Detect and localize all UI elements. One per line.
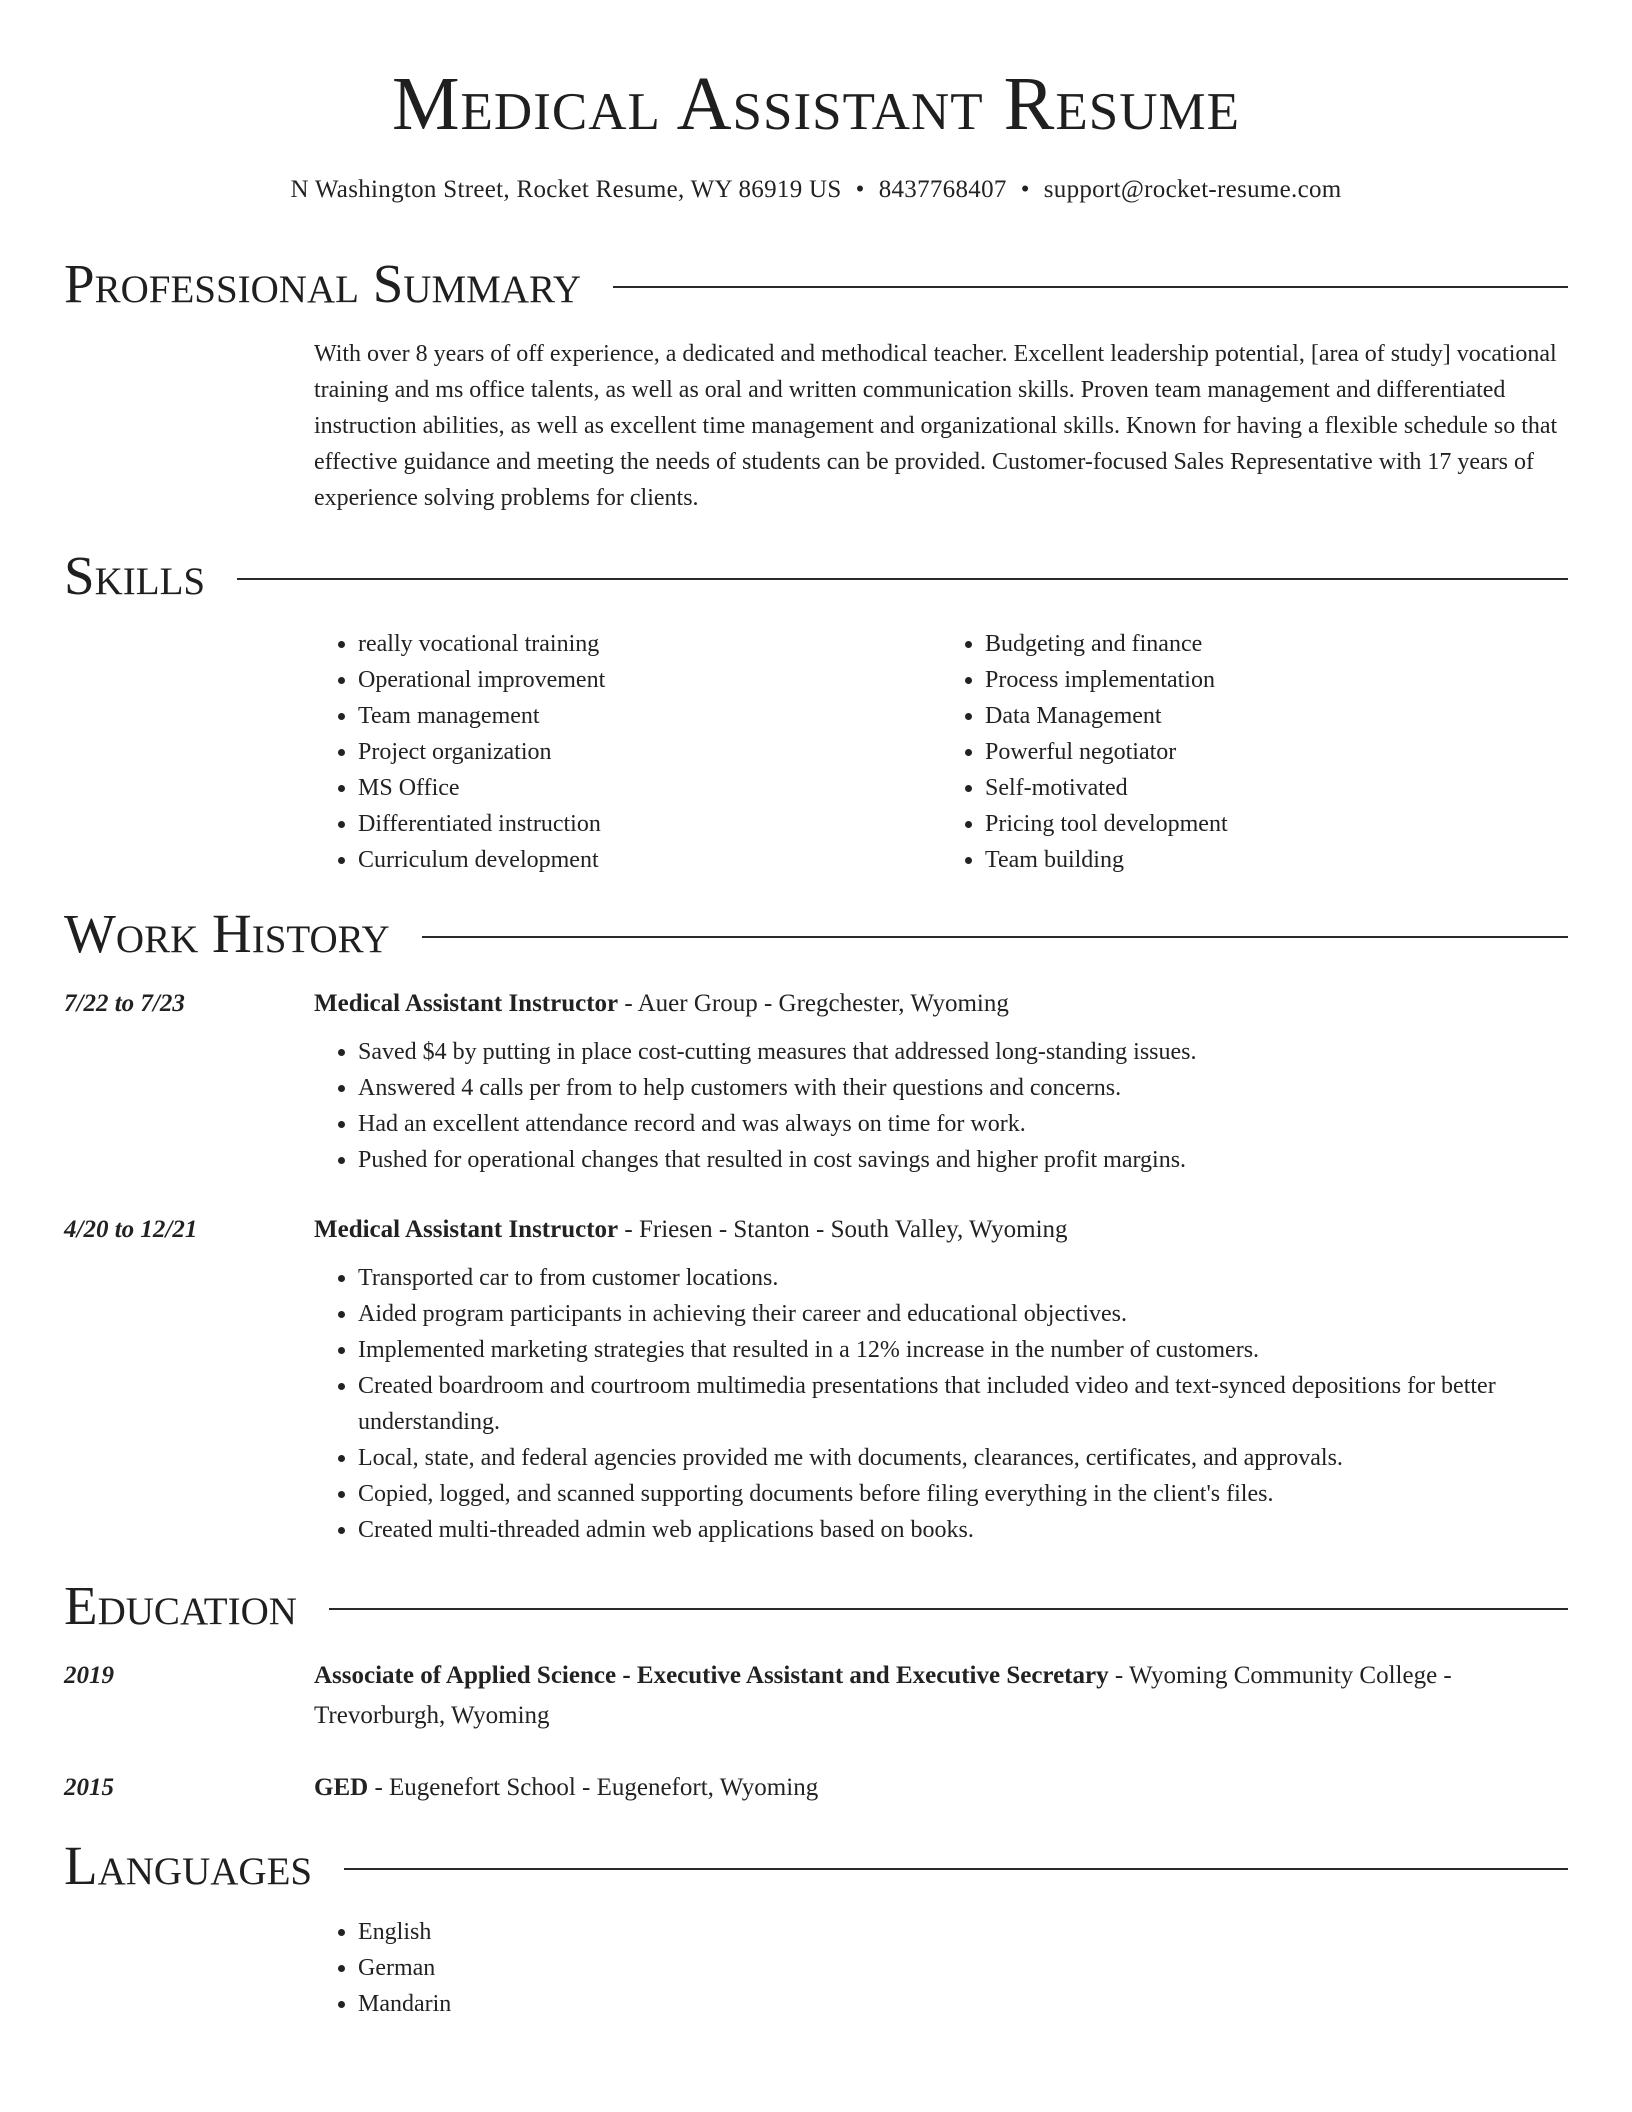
education-school: - Wyoming Community College - Trevorburgh, Wyoming bbox=[314, 1662, 1452, 1729]
job-company: - Auer Group - Gregchester, Wyoming bbox=[618, 990, 1009, 1017]
skill-item: • Process implementation bbox=[985, 662, 1568, 698]
languages-list bbox=[314, 1914, 1568, 2022]
education-details bbox=[314, 1768, 1568, 1808]
skill-item: • Team management bbox=[358, 698, 941, 734]
education-degree: GED bbox=[314, 1774, 369, 1801]
job-title-line bbox=[314, 984, 1568, 1024]
skills-section bbox=[64, 546, 1568, 878]
contact-address: N Washington Street, Rocket Resume, WY 86919 US bbox=[290, 176, 842, 203]
contact-line bbox=[64, 172, 1568, 208]
education-entry bbox=[64, 1656, 1568, 1736]
section-title: Languages bbox=[64, 1835, 313, 1896]
section-title: Education bbox=[64, 1575, 297, 1636]
job-bullets bbox=[314, 1034, 1568, 1178]
job-details bbox=[314, 984, 1568, 1178]
section-title: Skills bbox=[64, 545, 206, 606]
section-header bbox=[64, 254, 1568, 314]
skills-columns bbox=[314, 626, 1568, 878]
job-bullet: • Aided program participants in achieving their career and educational objectives. bbox=[358, 1296, 1568, 1332]
work-history-section bbox=[64, 904, 1568, 1548]
skill-item: • Budgeting and finance bbox=[985, 626, 1568, 662]
job-bullet: • Transported car to from customer locations. bbox=[358, 1260, 1568, 1296]
job-entry bbox=[64, 984, 1568, 1178]
education-details bbox=[314, 1656, 1568, 1736]
education-date: 2019 bbox=[64, 1662, 114, 1689]
skill-item: • Curriculum development bbox=[358, 842, 941, 878]
job-bullet: • Local, state, and federal agencies provided me with documents, clearances, certificates, and approvals. bbox=[358, 1440, 1568, 1476]
job-bullet: • Created multi-threaded admin web applications based on books. bbox=[358, 1512, 1568, 1548]
skill-item: • Project organization bbox=[358, 734, 941, 770]
education-section bbox=[64, 1576, 1568, 1808]
section-title: Professional Summary bbox=[64, 253, 582, 314]
section-divider bbox=[344, 1868, 1568, 1870]
skill-item: • Data Management bbox=[985, 698, 1568, 734]
skill-item: • Operational improvement bbox=[358, 662, 941, 698]
section-divider bbox=[329, 1608, 1568, 1610]
job-bullet: • Had an excellent attendance record and was always on time for work. bbox=[358, 1106, 1568, 1142]
job-entry bbox=[64, 1210, 1568, 1548]
summary-section bbox=[64, 254, 1568, 516]
job-details bbox=[314, 1210, 1568, 1548]
language-item: • German bbox=[358, 1950, 1568, 1986]
education-degree: Associate of Applied Science - Executive Assistant and Executive Secretary bbox=[314, 1662, 1109, 1689]
education-date: 2015 bbox=[64, 1774, 114, 1801]
education-title-line bbox=[314, 1656, 1568, 1736]
resume-name: Medical Assistant Resume bbox=[391, 62, 1240, 146]
skill-item: • Team building bbox=[985, 842, 1568, 878]
section-header bbox=[64, 1576, 1568, 1636]
contact-phone: 8437768407 bbox=[878, 176, 1007, 203]
section-header bbox=[64, 1836, 1568, 1896]
job-position: Medical Assistant Instructor bbox=[314, 990, 619, 1017]
section-divider bbox=[613, 286, 1568, 288]
language-item: • English bbox=[358, 1914, 1568, 1950]
summary-text: With over 8 years of off experience, a dedicated and methodical teacher. Excellent leadership potential, [area of study] vocational training and ms office talents, as well as oral and written communication skills. Proven team management and differentiated instruction abilities, as well as excellent time management and organizational skills. Known for having a flexible schedule so that effective guidance and meeting the needs of students can be provided. Customer-focused Sales Representative with 17 years of experience solving problems for clients. bbox=[314, 341, 1558, 511]
skills-list-left bbox=[314, 626, 941, 878]
language-item: • Mandarin bbox=[358, 1986, 1568, 2022]
job-position: Medical Assistant Instructor bbox=[314, 1216, 619, 1243]
skill-item: • really vocational training bbox=[358, 626, 941, 662]
skill-item: • Differentiated instruction bbox=[358, 806, 941, 842]
job-date: 4/20 to 12/21 bbox=[64, 1216, 198, 1243]
job-bullet: • Answered 4 calls per from to help customers with their questions and concerns. bbox=[358, 1070, 1568, 1106]
skills-list-right bbox=[941, 626, 1568, 878]
resume-page bbox=[64, 60, 1568, 2022]
job-bullet: • Created boardroom and courtroom multimedia presentations that included video and text-synced depositions for better understanding. bbox=[358, 1368, 1568, 1440]
job-title-line bbox=[314, 1210, 1568, 1250]
job-bullet: • Pushed for operational changes that resulted in cost savings and higher profit margins. bbox=[358, 1142, 1568, 1178]
skill-item: • Self-motivated bbox=[985, 770, 1568, 806]
contact-email: support@rocket-resume.com bbox=[1043, 176, 1342, 203]
job-bullet: • Saved $4 by putting in place cost-cutting measures that addressed long-standing issues. bbox=[358, 1034, 1568, 1070]
languages-section bbox=[64, 1836, 1568, 2022]
job-date: 7/22 to 7/23 bbox=[64, 990, 185, 1017]
job-bullets bbox=[314, 1260, 1568, 1548]
education-title-line bbox=[314, 1768, 1568, 1808]
job-bullet: • Implemented marketing strategies that resulted in a 12% increase in the number of customers. bbox=[358, 1332, 1568, 1368]
job-company: - Friesen - Stanton - South Valley, Wyoming bbox=[618, 1216, 1068, 1243]
education-entry bbox=[64, 1768, 1568, 1808]
contact-separator: • bbox=[855, 176, 865, 203]
contact-separator: • bbox=[1020, 176, 1030, 203]
skill-item: • Pricing tool development bbox=[985, 806, 1568, 842]
education-school: - Eugenefort School - Eugenefort, Wyoming bbox=[368, 1774, 819, 1801]
section-divider bbox=[237, 578, 1568, 580]
section-header bbox=[64, 546, 1568, 606]
section-header bbox=[64, 904, 1568, 964]
skill-item: • Powerful negotiator bbox=[985, 734, 1568, 770]
job-bullet: • Copied, logged, and scanned supporting documents before filing everything in the client's files. bbox=[358, 1476, 1568, 1512]
section-title: Work History bbox=[64, 903, 390, 964]
section-divider bbox=[422, 936, 1568, 938]
skill-item: • MS Office bbox=[358, 770, 941, 806]
